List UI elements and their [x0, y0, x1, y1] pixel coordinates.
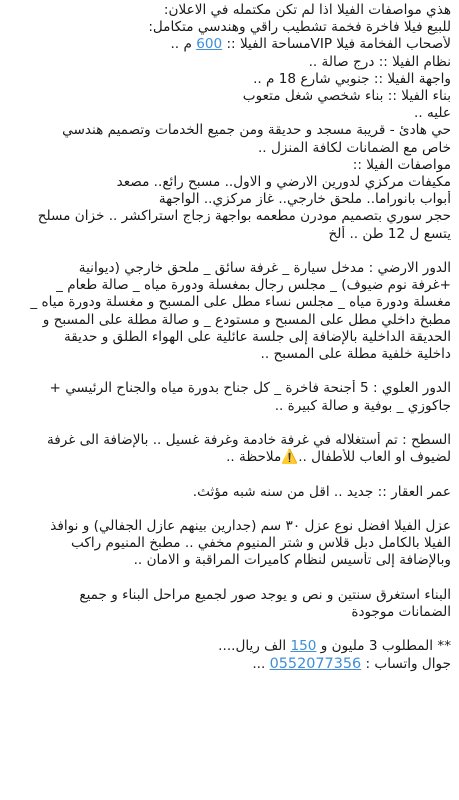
price-number-link[interactable]: 150: [290, 638, 317, 655]
message-line: واجهة الفيلا :: جنوبي شارع 18 م ..: [253, 70, 451, 87]
message-line: حي هادئ - قريبة مسجد و حديقة ومن جميع الخدمات وتصميم هندسي: [62, 122, 451, 139]
message-line: مكيفات مركزي لدورين الارضي و الاول.. مسبح رائع.. مصعد: [116, 174, 451, 191]
message-line: لضيوف او العاب للأطفال ..⚠️ملاحظة ..: [226, 449, 451, 466]
message-line: الحديقة الداخلية بالإضافة إلى جلسة عائلية على الهواء الطلق و حديقة: [63, 328, 451, 345]
message-line: عمر العقار :: جديد .. اقل من سنه شبه مؤثث.: [192, 483, 451, 500]
message-line: وبالإضافة إلى تأسيس لنظام كاميرات المراقبة و الامان ..: [133, 552, 451, 569]
text-segment: لأصحاب الفخامة فيلا VIPمساحة الفيلا ::: [222, 36, 451, 53]
message-line: السطح : تم أستغلاله في غرفة خادمة وغرفة غسيل .. بالإضافة الى غرفة: [46, 432, 451, 449]
message-line: البناء استغرق سنتين و نص و يوجد صور لجميع مراحل البناء و جميع: [79, 586, 451, 603]
message-line: نظام الفيلا :: درج صالة ..: [308, 53, 451, 70]
text-segment: الف ريال....: [218, 638, 291, 655]
message-line: هذي مواصفات الفيلا اذا لم تكن مكتمله في الاعلان:: [163, 2, 451, 18]
phone-number-link[interactable]: 0552077356: [269, 655, 362, 672]
message-line: مطبخ داخلي مطل على المسبح و مستودع _ و صالة مطلة على المسبح و: [42, 311, 451, 328]
message-line-phone: [8, 656, 451, 673]
paragraph-gap: [8, 243, 451, 260]
message-line: بناء الفيلا :: بناء شخصي شغل متعوب: [242, 88, 451, 105]
text-segment: جوال واتساب :: [361, 655, 451, 672]
message-line: الدور الارضي : مدخل سيارة _ غرفة سائق _ ملحق خارجي (ديوانية: [78, 260, 451, 277]
message-line: مغسلة ودورة مياه _ مجلس نساء مطل على المسبح و مغسلة ودورة مياه _: [30, 294, 451, 311]
message-line: خاص مع الضمانات لكافة المنزل ..: [257, 139, 451, 156]
message-line: مواصفات الفيلا ::: [352, 156, 451, 173]
paragraph-gap: [8, 363, 451, 380]
paragraph-gap: [8, 621, 451, 638]
text-segment: ...: [252, 655, 270, 672]
message-line: عليه ..: [414, 105, 451, 122]
message-line-price: [8, 638, 451, 655]
message-line-area: [8, 36, 451, 53]
message-line: حجر سوري بتصميم مودرن مطعمه بواجهة زجاج استراكشر .. خزان مسلح: [37, 208, 451, 225]
paragraph-gap: [8, 415, 451, 432]
message-line: عزل الفيلا افضل نوع عزل ٣٠ سم (جدارين بينهم عازل الجفالي) و نوافذ: [50, 518, 451, 535]
text-segment: م ..: [170, 36, 197, 53]
message-line: داخلية خلفية مطلة على المسبح ..: [260, 346, 451, 363]
message-line: الدور العلوي : 5 أجنحة فاخرة _ كل جناح بدورة مياه والجناح الرئيسي +: [49, 380, 451, 397]
message-line: جاكوزي _ بوفية و صالة كبيرة ..: [274, 397, 451, 414]
paragraph-gap: [8, 466, 451, 483]
message-line: للبيع فيلا فاخرة فخمة تشطيب راقي وهندسي متكامل:: [148, 19, 451, 36]
message-line: الفيلا بالكامل دبل قلاس و شتر المنيوم مخفي .. مطبخ المنيوم راكب: [71, 535, 451, 552]
text-segment: ** المطلوب 3 مليون و: [316, 638, 451, 655]
message-line: +غرفة نوم ضيوف) _ مجلس رجال بمغسلة ودورة مياه _ صالة طعام _: [56, 277, 451, 294]
paragraph-gap: [8, 501, 451, 518]
area-number-link[interactable]: 600: [196, 36, 223, 53]
message-line: الضمانات موجودة: [351, 604, 451, 621]
message-line: يتسع ل 12 طن .. ألخ: [328, 225, 451, 242]
paragraph-gap: [8, 570, 451, 587]
message-line: أبواب بانوراما.. ملحق خارجي.. غاز مركزي.. الواجهة: [158, 191, 451, 208]
